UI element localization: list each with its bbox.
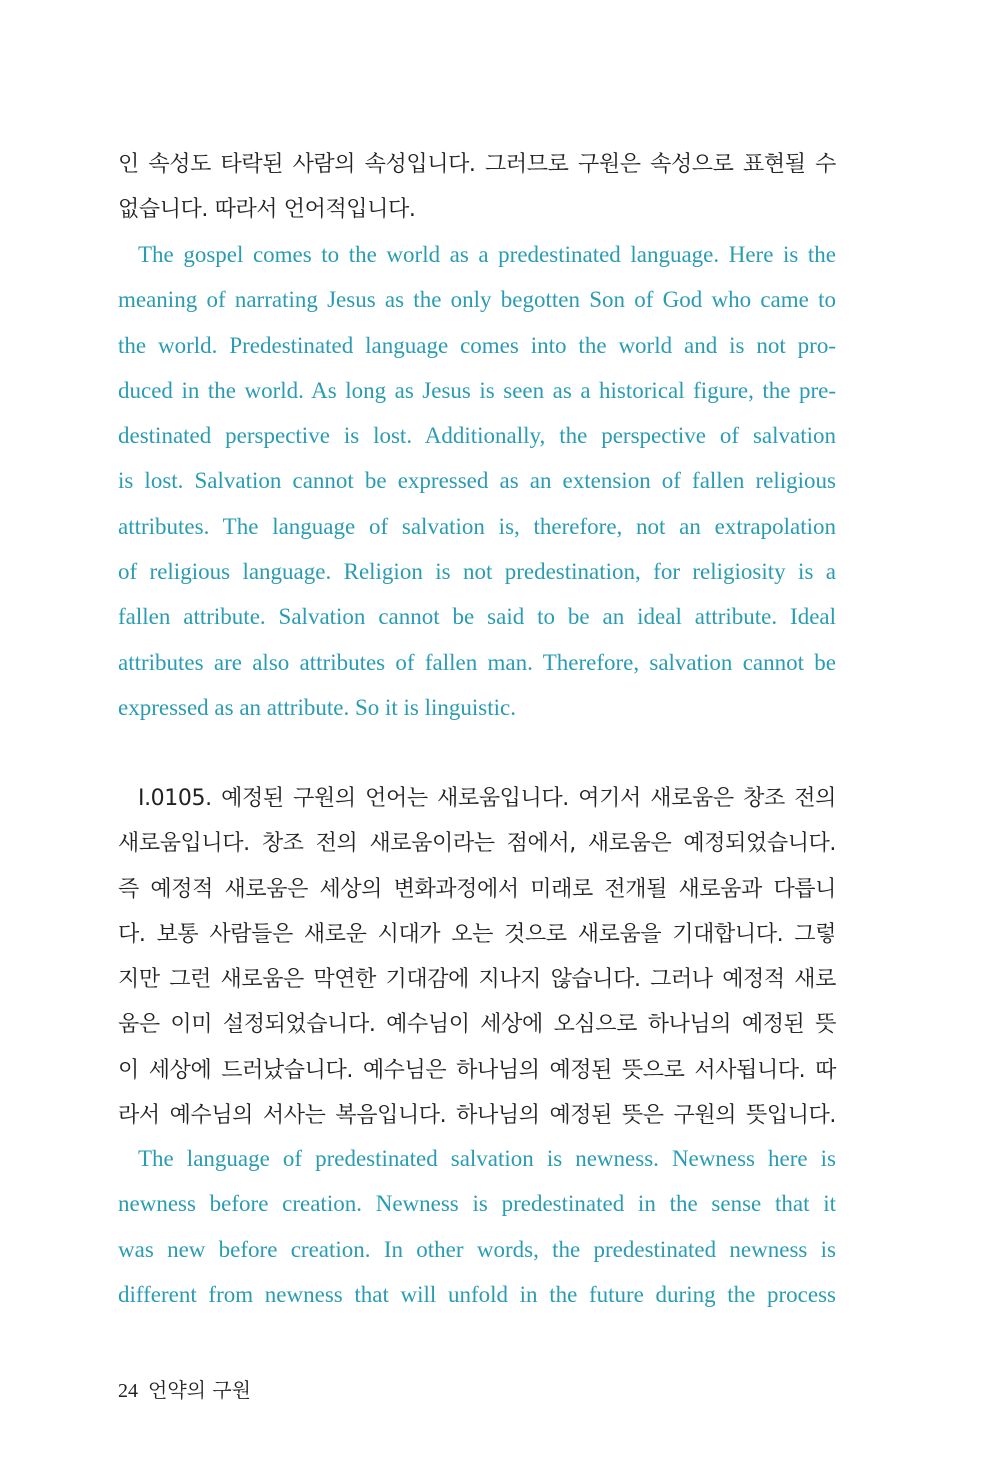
text-line: the world. Predestinated language comes into the world and is not pro- <box>118 332 836 358</box>
text-line: 인 속성도 타락된 사람의 속성입니다. 그러므로 구원은 속성으로 표현될 수 <box>118 152 836 177</box>
text-line: 새로움입니다. 창조 전의 새로움이라는 점에서, 새로움은 예정되었습니다. <box>118 831 836 857</box>
text-line: 움은 이미 설정되었습니다. 예수님이 세상에 오심으로 하나님의 예정된 뜻 <box>118 1012 836 1038</box>
text-line: 이 세상에 드러났습니다. 예수님은 하나님의 예정된 뜻으로 서사됩니다. 따 <box>118 1057 836 1083</box>
text-line: meaning of narrating Jesus as the only begotten Son of God who came to <box>118 287 836 313</box>
korean-paragraph-I0105 <box>118 776 836 1138</box>
text-line: newness before creation. Newness is predestinated in the sense that it <box>118 1191 836 1217</box>
english-translation-paragraph-1 <box>118 232 836 730</box>
text-line: The language of predestinated salvation is newness. Newness here is <box>138 1146 836 1171</box>
text-line: 다. 보통 사람들은 새로운 시대가 오는 것으로 새로움을 기대합니다. 그렇 <box>118 921 836 947</box>
text-line: 없습니다. 따라서 언어적입니다. <box>118 197 416 223</box>
text-line: 즉 예정적 새로움은 세상의 변화과정에서 미래로 전개될 새로움과 다릅니 <box>118 876 836 902</box>
text-line: fallen attribute. Salvation cannot be said to be an ideal attribute. Ideal <box>118 604 836 630</box>
text-line: 라서 예수님의 서사는 복음입니다. 하나님의 예정된 뜻은 구원의 뜻입니다. <box>118 1103 836 1129</box>
text-line: is lost. Salvation cannot be expressed as an extension of fallen religious <box>118 468 836 494</box>
text-line: 지만 그런 새로움은 막연한 기대감에 지나지 않습니다. 그러나 예정적 새로 <box>118 967 836 993</box>
text-line: attributes. The language of salvation is, therefore, not an extrapolation <box>118 513 836 539</box>
english-translation-paragraph-2 <box>118 1136 836 1317</box>
text-line: was new before creation. In other words, the predestinated newness is <box>118 1236 836 1262</box>
page-footer <box>118 1374 251 1403</box>
text-line: expressed as an attribute. So it is linguistic. <box>118 694 516 720</box>
text-line: I.0105. 예정된 구원의 언어는 새로움입니다. 여기서 새로움은 창조 전의 <box>138 786 836 811</box>
text-line: The gospel comes to the world as a predestinated language. Here is the <box>138 242 836 267</box>
text-line: duced in the world. As long as Jesus is seen as a historical figure, the pre- <box>118 377 836 403</box>
text-line: different from newness that will unfold in the future during the process <box>118 1281 836 1307</box>
running-title: 언약의 구원 <box>148 1378 251 1402</box>
text-line: attributes are also attributes of fallen man. Therefore, salvation cannot be <box>118 649 836 675</box>
page-number: 24 <box>118 1380 138 1402</box>
korean-paragraph-continuation <box>118 142 836 233</box>
text-line: destinated perspective is lost. Additionally, the perspective of salvation <box>118 423 836 449</box>
text-line: of religious language. Religion is not predestination, for religiosity is a <box>118 559 836 585</box>
